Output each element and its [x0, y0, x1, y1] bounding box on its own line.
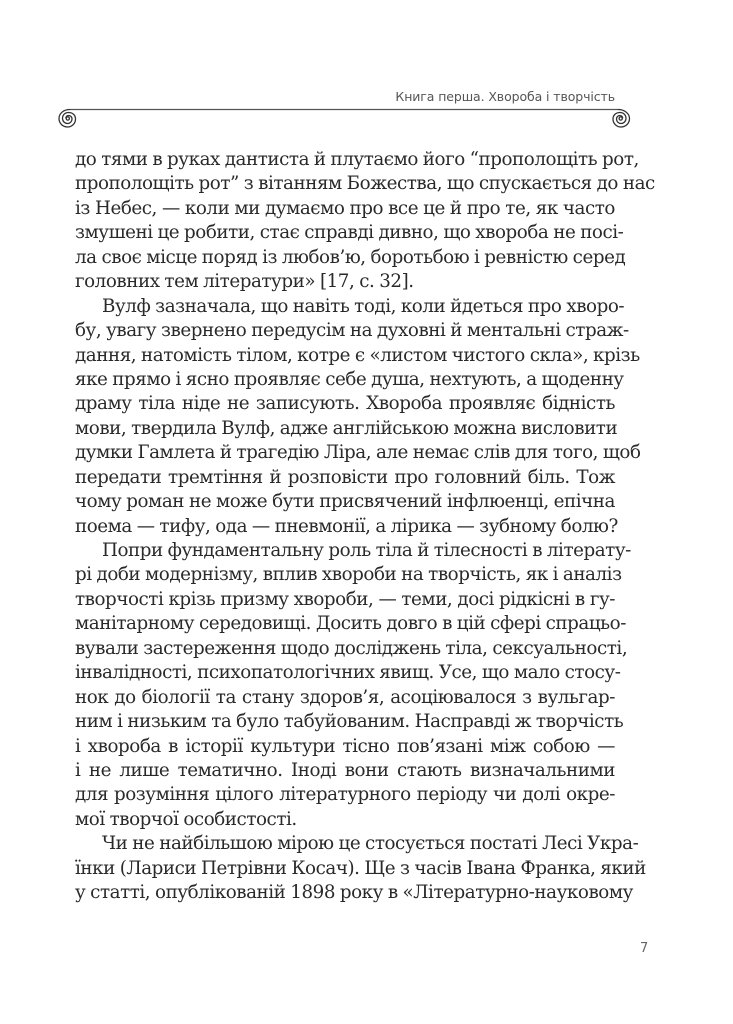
- text-line: манітарному середовищі. Досить довго в цій сфері спрацьо-: [75, 613, 626, 635]
- paragraph-2: [75, 295, 641, 539]
- text-line: рі доби модернізму, вплив хвороби на творчість, як і аналіз: [75, 564, 622, 586]
- text-line: інвалідності, психопатологічних явищ. Усе, що мало стосу-: [75, 662, 621, 684]
- text-line: бу, увагу звернено передусім на духовні й ментальні страж-: [75, 320, 629, 342]
- text-line: Вулф зазначала, що навіть тоді, коли йдеться про хворо-: [102, 295, 625, 317]
- header-rule-with-spirals: [0, 0, 733, 140]
- paragraph-4: [75, 832, 646, 905]
- text-line: їнки (Лариси Петрівни Косач). Ще з часів Івана Франка, який: [75, 857, 646, 879]
- text-line: і хвороба в історії культури тісно пов’язані між собою —: [75, 735, 615, 757]
- text-line: мої творчої особистості.: [75, 808, 297, 830]
- text-line: дання, натомість тілом, котре є «листом чистого скла», крізь: [75, 344, 640, 366]
- spiral-ornament-left-icon: [59, 110, 76, 128]
- text-line: мови, твердила Вулф, адже англійською можна висловити: [75, 417, 618, 439]
- text-line: вували застереження щодо досліджень тіла, сексуальності,: [75, 637, 628, 659]
- text-line: із Небес, — коли ми думаємо про все це й про те, як часто: [75, 197, 615, 219]
- text-line: драму тіла ніде не записують. Хвороба проявляє бідність: [75, 393, 615, 415]
- text-line: головних тем літератури» [17, с. 32].: [75, 271, 414, 293]
- running-header-title: Книга перша. Хвороба і творчість: [395, 89, 615, 104]
- text-line: змушені це робити, стає справді дивно, що хвороба не посі-: [75, 222, 624, 244]
- text-line: чому роман не може бути присвячений інфлюенці, епічна: [75, 491, 615, 513]
- text-line: і не лише тематично. Іноді вони стають визначальними: [75, 759, 615, 781]
- body-text: [75, 148, 655, 906]
- paragraph-1: [75, 148, 655, 295]
- text-line: Попри фундаментальну роль тіла й тілесності в літерату-: [102, 540, 631, 561]
- text-line: яке прямо і ясно проявляє себе душа, нехтують, а щоденну: [75, 368, 624, 390]
- text-line: для розуміння цілого літературного періоду чи долі окре-: [75, 784, 615, 806]
- paragraph-3: [75, 539, 631, 832]
- text-line: нок до біології та стану здоров’я, асоціювалося з вульгар-: [75, 686, 615, 708]
- text-line: думки Гамлета й трагедію Ліра, але немає слів для того, щоб: [75, 442, 641, 464]
- text-line: до тями в руках дантиста й плутаємо його “прополощіть рот,: [75, 149, 639, 170]
- page-number: 7: [640, 941, 649, 956]
- spiral-ornament-right-icon: [613, 110, 630, 128]
- text-line: передати тремтіння й розповісти про головний біль. Тож: [75, 466, 615, 488]
- text-line: ла своє місце поряд із любов’ю, боротьбою і ревністю серед: [75, 246, 626, 268]
- text-line: прополощіть рот” з вітанням Божества, що спускається до нас: [75, 173, 655, 195]
- text-line: Чи не найбільшою мірою це стосується постаті Лесі Укра-: [102, 833, 639, 855]
- text-line: ним і низьким та було табуйованим. Насправді ж творчість: [75, 711, 624, 733]
- text-line: поема — тифу, ода — пневмонії, а лірика — зубному болю?: [75, 515, 618, 537]
- text-line: творчості крізь призму хвороби, — теми, досі рідкісні в гу-: [75, 588, 615, 610]
- text-line: у статті, опублікованій 1898 року в «Літературно-науковому: [75, 882, 633, 904]
